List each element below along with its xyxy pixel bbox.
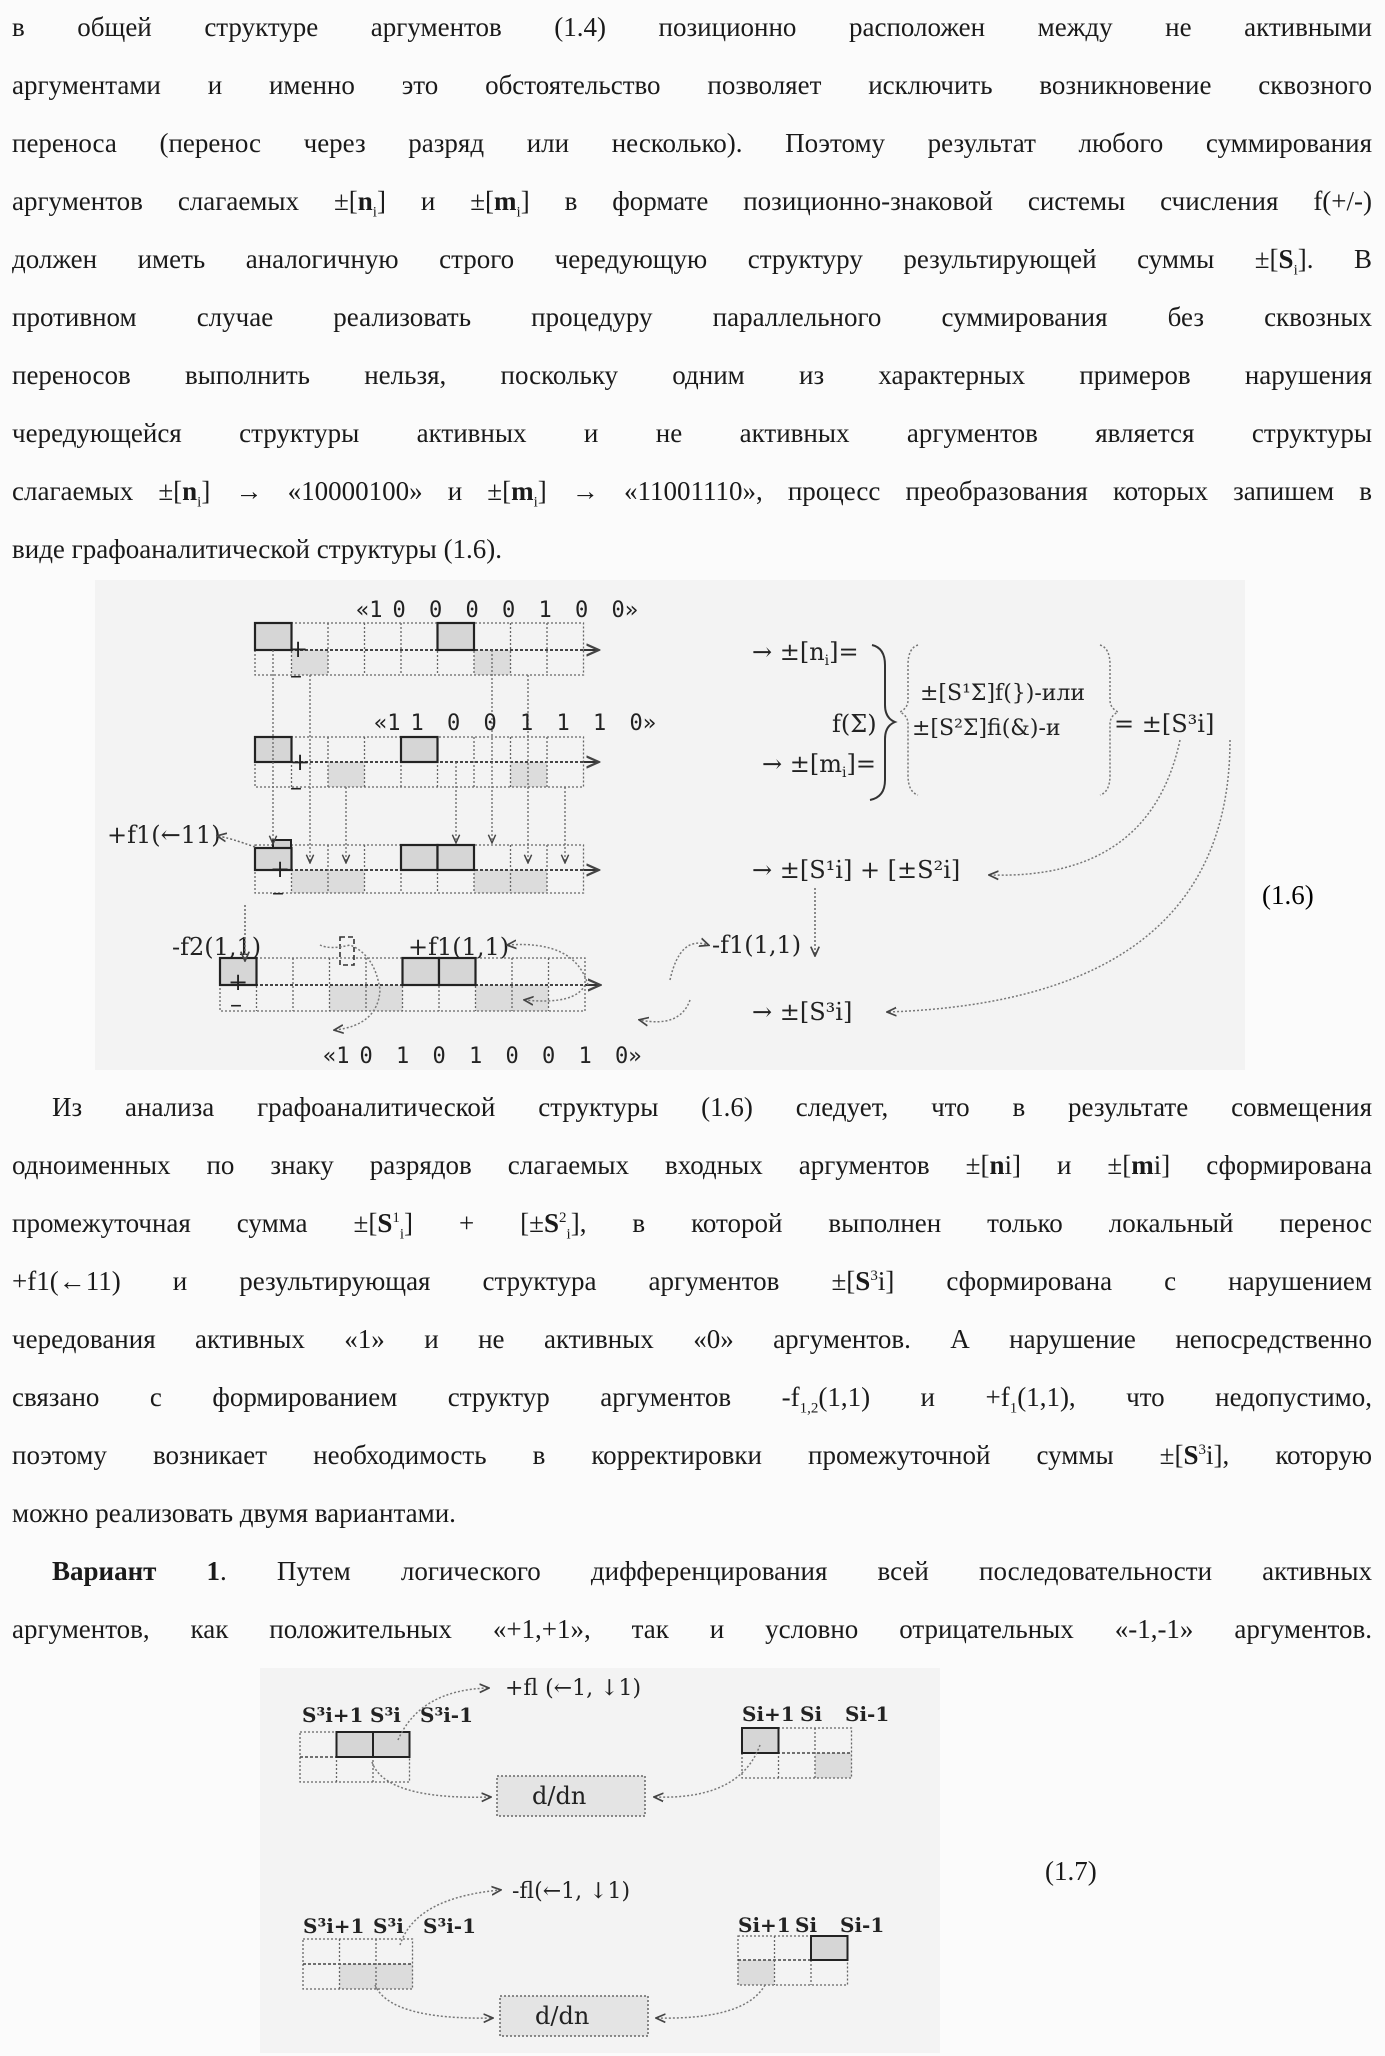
equation-number: (1.6) bbox=[1262, 880, 1314, 910]
minus-cell bbox=[738, 1960, 775, 1985]
minus-cell bbox=[340, 1964, 377, 1989]
text-line: переносов выполнить нельзя, поскольку одним из характерных примеров нарушения bbox=[12, 358, 1372, 392]
plus-sign: + bbox=[288, 635, 308, 663]
carry-label: +fl (←1, ↓1) bbox=[505, 1676, 641, 1701]
minus-sign: – bbox=[290, 661, 302, 689]
label-s3: → ±[S³i] bbox=[752, 998, 852, 1026]
cell-label: Si+1 bbox=[742, 1702, 795, 1726]
digit-label: 0» bbox=[612, 598, 639, 623]
digit-label: 1 bbox=[469, 1044, 482, 1069]
digit-label: 0 bbox=[484, 711, 497, 736]
minus-cell bbox=[815, 1753, 852, 1778]
plus-sign: + bbox=[290, 748, 310, 776]
cell-label: S³i-1 bbox=[420, 1703, 473, 1727]
equals-s3-label: = ±[S³i] bbox=[1114, 710, 1214, 738]
text-line: Из анализа графоаналитической структуры (1.6) следует, что в результате совмещения bbox=[52, 1090, 1372, 1124]
text-line: связано с формированием структур аргументов -f1,2(1,1) и +f1(1,1), что недопустимо, bbox=[12, 1380, 1372, 1414]
carry-label: -fl(←1, ↓1) bbox=[512, 1879, 630, 1904]
cell-label: Si bbox=[800, 1702, 822, 1726]
digit-label: 1 bbox=[593, 711, 606, 736]
active-cell bbox=[742, 1728, 779, 1753]
digit-label: 0 bbox=[429, 598, 442, 623]
active-cell bbox=[337, 1732, 374, 1757]
digit-label: 1 bbox=[579, 1044, 592, 1069]
text-line: аргументами и именно это обстоятельство позволяет исключить возникновение сквозного bbox=[12, 68, 1372, 102]
digit-label: 0 bbox=[502, 598, 515, 623]
label-sum: → ±[S¹i] + [±S²i] bbox=[752, 856, 960, 884]
cell-label: S³i+1 bbox=[303, 1914, 364, 1938]
text-line: +f1(←11) и результирующая структура аргументов ±[S3i] сформирована с нарушением bbox=[12, 1264, 1372, 1298]
cell-label: Si+1 bbox=[738, 1913, 791, 1937]
active-cell bbox=[811, 1936, 848, 1960]
digit-label: 1 bbox=[520, 711, 533, 736]
digit-label: 0 bbox=[360, 1044, 373, 1069]
digit-label: «1 bbox=[356, 598, 383, 623]
digit-label: 0» bbox=[615, 1044, 642, 1069]
text-line: одноименных по знаку разрядов слагаемых входных аргументов ±[ni] и ±[mi] сформирована bbox=[12, 1148, 1372, 1182]
minus-sign: – bbox=[272, 878, 284, 906]
diagram-1-7 bbox=[0, 0, 1385, 2056]
cell-label: Si-1 bbox=[840, 1913, 884, 1937]
carry-plus-f1-11: +f1(1,1) bbox=[408, 933, 509, 961]
text-line: чередующейся структуры активных и не активных аргументов является структуры bbox=[12, 416, 1372, 450]
digit-label: «1 bbox=[374, 711, 401, 736]
digit-label: 0 bbox=[575, 598, 588, 623]
cell-label: S³i bbox=[373, 1914, 404, 1938]
plus-sign: + bbox=[270, 855, 290, 883]
text-line: аргументов слагаемых ±[ni] и ±[mi] в формате позиционно-знаковой системы счисления f(+/-) bbox=[12, 184, 1372, 218]
cell-label: Si bbox=[795, 1913, 817, 1937]
brace-line-2: ±[S²Σ]fi(&)-и bbox=[912, 716, 1061, 741]
digit-label: 1 bbox=[396, 1044, 409, 1069]
text-line: чередования активных «1» и не активных «0» аргументов. А нарушение непосредственно bbox=[12, 1322, 1372, 1356]
plus-sign: + bbox=[228, 968, 248, 996]
text-line: Вариант 1. Путем логического дифференцирования всей последовательности активных bbox=[52, 1554, 1372, 1588]
digit-label: «1 bbox=[323, 1044, 350, 1069]
text-line: в общей структуре аргументов (1.4) позиционно расположен между не активными bbox=[12, 10, 1372, 44]
derivative-box-label: d/dn bbox=[532, 1782, 586, 1810]
digit-label: 0 bbox=[466, 598, 479, 623]
text-line: поэтому возникает необходимость в корректировки промежуточной суммы ±[S3i], которую bbox=[12, 1438, 1372, 1472]
digit-label: 0 bbox=[433, 1044, 446, 1069]
text-line: можно реализовать двумя вариантами. bbox=[12, 1496, 1372, 1530]
brace-line-1: ±[S¹Σ]f(})-или bbox=[920, 681, 1085, 706]
digit-label: 1 bbox=[539, 598, 552, 623]
digit-label: 0 bbox=[506, 1044, 519, 1069]
text-line: промежуточная сумма ±[S1i] + [±S2i], в которой выполнен только локальный перенос bbox=[12, 1206, 1372, 1240]
minus-sign: – bbox=[230, 990, 242, 1018]
cell-label: Si-1 bbox=[845, 1702, 889, 1726]
digit-label: 1 bbox=[557, 711, 570, 736]
text-line: противном случае реализовать процедуру параллельного суммирования без сквозных bbox=[12, 300, 1372, 334]
carry-plus-f1: +f1(←11) bbox=[107, 821, 221, 849]
cell-label: S³i-1 bbox=[423, 1914, 476, 1938]
derivative-box-label: d/dn bbox=[535, 2002, 589, 2030]
text-line: аргументов, как положительных «+1,+1», так и условно отрицательных «-1,-1» аргументов. bbox=[12, 1612, 1372, 1646]
text-line: слагаемых ±[ni] → «10000100» и ±[mi] → «11001110», процесс преобразования которых запишем в bbox=[12, 474, 1372, 508]
carry-minus-f2: -f2(1,1) bbox=[172, 933, 261, 961]
label-m: → ±[mi]= bbox=[762, 750, 876, 781]
text-line: переноса (перенос через разряд или несколько). Поэтому результат любого суммирования bbox=[12, 126, 1372, 160]
text-line: должен иметь аналогичную строго чередующую структуру результирующей суммы ±[Si]. В bbox=[12, 242, 1372, 276]
digit-label: 0 bbox=[393, 598, 406, 623]
cell-label: S³i+1 bbox=[302, 1703, 363, 1727]
minus-cell bbox=[376, 1964, 413, 1989]
text-line: виде графоаналитической структуры (1.6). bbox=[12, 532, 1372, 566]
digit-label: 0» bbox=[630, 711, 657, 736]
cell-label: S³i bbox=[370, 1703, 401, 1727]
equation-number: (1.7) bbox=[1045, 1856, 1097, 1886]
f-sigma-label: f(Σ) bbox=[832, 710, 877, 738]
active-cell bbox=[373, 1732, 410, 1757]
digit-label: 0 bbox=[447, 711, 460, 736]
digit-label: 1 bbox=[411, 711, 424, 736]
minus-sign: – bbox=[290, 773, 302, 801]
variant-heading: Вариант 1 bbox=[52, 1556, 220, 1586]
label-n: → ±[ni]= bbox=[752, 638, 859, 669]
carry-minus-f1-11: -f1(1,1) bbox=[712, 931, 801, 959]
digit-label: 0 bbox=[542, 1044, 555, 1069]
